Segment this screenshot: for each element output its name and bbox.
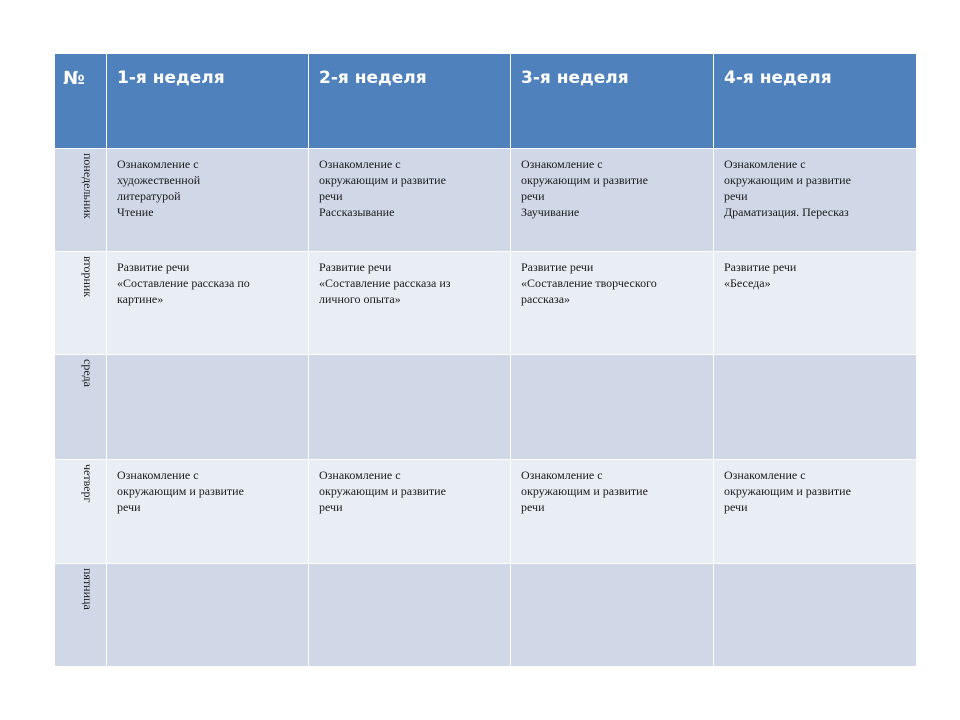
cell-text-line: речи <box>521 500 545 514</box>
cell-text-line: окружающим и развитие <box>521 173 648 187</box>
cell-content <box>511 460 713 515</box>
cell-text-line: окружающим и развитие <box>319 173 446 187</box>
schedule-cell <box>714 460 917 564</box>
cell-text-line: Ознакомление с <box>521 468 603 482</box>
cell-text-line: литературой <box>117 189 181 203</box>
cell-text-line: Ознакомление с <box>319 468 401 482</box>
cell-text-line: «Составление рассказа по <box>117 276 250 290</box>
cell-content <box>511 564 713 571</box>
cell-text-line: Развитие речи <box>319 260 392 274</box>
schedule-cell <box>511 355 714 460</box>
cell-text-line: художественной <box>117 173 201 187</box>
schedule-cell <box>107 564 309 667</box>
cell-text-line: Рассказывание <box>319 205 395 219</box>
cell-text-line: окружающим и развитие <box>117 484 244 498</box>
cell-content <box>309 564 510 571</box>
cell-text-line: Ознакомление с <box>521 157 603 171</box>
day-cell <box>55 252 107 355</box>
schedule-cell <box>714 252 917 355</box>
cell-text-line: Ознакомление с <box>724 157 806 171</box>
cell-text-line: Ознакомление с <box>319 157 401 171</box>
header-row <box>55 54 917 149</box>
cell-text-line: Заучивание <box>521 205 580 219</box>
schedule-cell <box>511 564 714 667</box>
schedule-cell <box>714 355 917 460</box>
table-row <box>55 460 917 564</box>
cell-text-line: «Составление рассказа из <box>319 276 451 290</box>
day-label: четверг <box>81 464 95 503</box>
cell-content <box>107 564 308 571</box>
cell-content <box>714 564 916 571</box>
day-cell <box>55 149 107 252</box>
cell-text-line: Драматизация. Пересказ <box>724 205 849 219</box>
cell-text-line: речи <box>724 189 748 203</box>
week-1-label: 1-я неделя <box>117 68 225 88</box>
day-label: понедельник <box>81 153 95 219</box>
cell-text-line: Чтение <box>117 205 154 219</box>
schedule-cell <box>309 355 511 460</box>
header-week-2 <box>309 54 511 149</box>
cell-text-line: речи <box>319 500 343 514</box>
cell-text-line: окружающим и развитие <box>319 484 446 498</box>
day-cell <box>55 355 107 460</box>
day-label: пятница <box>81 568 95 610</box>
schedule-cell <box>714 149 917 252</box>
header-number-sign: № <box>63 68 85 89</box>
cell-content <box>107 460 308 515</box>
schedule-cell <box>107 252 309 355</box>
schedule-cell <box>309 149 511 252</box>
schedule-cell <box>714 564 917 667</box>
header-week-4 <box>714 54 917 149</box>
cell-text-line: окружающим и развитие <box>724 173 851 187</box>
cell-content <box>714 355 916 362</box>
day-cell <box>55 460 107 564</box>
cell-content <box>511 252 713 307</box>
cell-text-line: речи <box>117 500 141 514</box>
cell-text-line: Ознакомление с <box>724 468 806 482</box>
weekly-schedule-table <box>54 53 917 667</box>
week-3-label: 3-я неделя <box>521 68 629 88</box>
cell-text-line: Ознакомление с <box>117 157 199 171</box>
schedule-cell <box>511 460 714 564</box>
cell-text-line: речи <box>724 500 748 514</box>
cell-content <box>107 149 308 220</box>
week-4-label: 4-я неделя <box>724 68 832 88</box>
schedule-cell <box>309 252 511 355</box>
cell-content <box>511 149 713 220</box>
cell-text-line: речи <box>521 189 545 203</box>
table-row <box>55 355 917 460</box>
week-2-label: 2-я неделя <box>319 68 427 88</box>
cell-content <box>107 252 308 307</box>
header-number-cell <box>55 54 107 149</box>
cell-text-line: Ознакомление с <box>117 468 199 482</box>
schedule-cell <box>309 564 511 667</box>
cell-text-line: Развитие речи <box>521 260 594 274</box>
cell-content <box>714 149 916 220</box>
table-row <box>55 252 917 355</box>
cell-content <box>309 252 510 307</box>
schedule-cell <box>309 460 511 564</box>
cell-content <box>714 252 916 291</box>
cell-text-line: окружающим и развитие <box>724 484 851 498</box>
cell-text-line: рассказа» <box>521 292 571 306</box>
cell-content <box>309 149 510 220</box>
cell-text-line: личного опыта» <box>319 292 401 306</box>
cell-text-line: «Составление творческого <box>521 276 657 290</box>
schedule-cell <box>107 355 309 460</box>
cell-content <box>107 355 308 362</box>
table-row <box>55 564 917 667</box>
cell-content <box>714 460 916 515</box>
schedule-cell <box>107 460 309 564</box>
cell-content <box>511 355 713 362</box>
cell-text-line: Развитие речи <box>724 260 797 274</box>
cell-text-line: Развитие речи <box>117 260 190 274</box>
cell-text-line: речи <box>319 189 343 203</box>
header-week-3 <box>511 54 714 149</box>
cell-text-line: окружающим и развитие <box>521 484 648 498</box>
schedule-cell <box>511 149 714 252</box>
cell-text-line: «Беседа» <box>724 276 771 290</box>
schedule-cell <box>107 149 309 252</box>
cell-text-line: картине» <box>117 292 164 306</box>
table-row <box>55 149 917 252</box>
day-cell <box>55 564 107 667</box>
schedule-cell <box>511 252 714 355</box>
cell-content <box>309 460 510 515</box>
day-label: среда <box>81 359 95 387</box>
day-label: вторник <box>81 256 95 298</box>
header-week-1 <box>107 54 309 149</box>
cell-content <box>309 355 510 362</box>
